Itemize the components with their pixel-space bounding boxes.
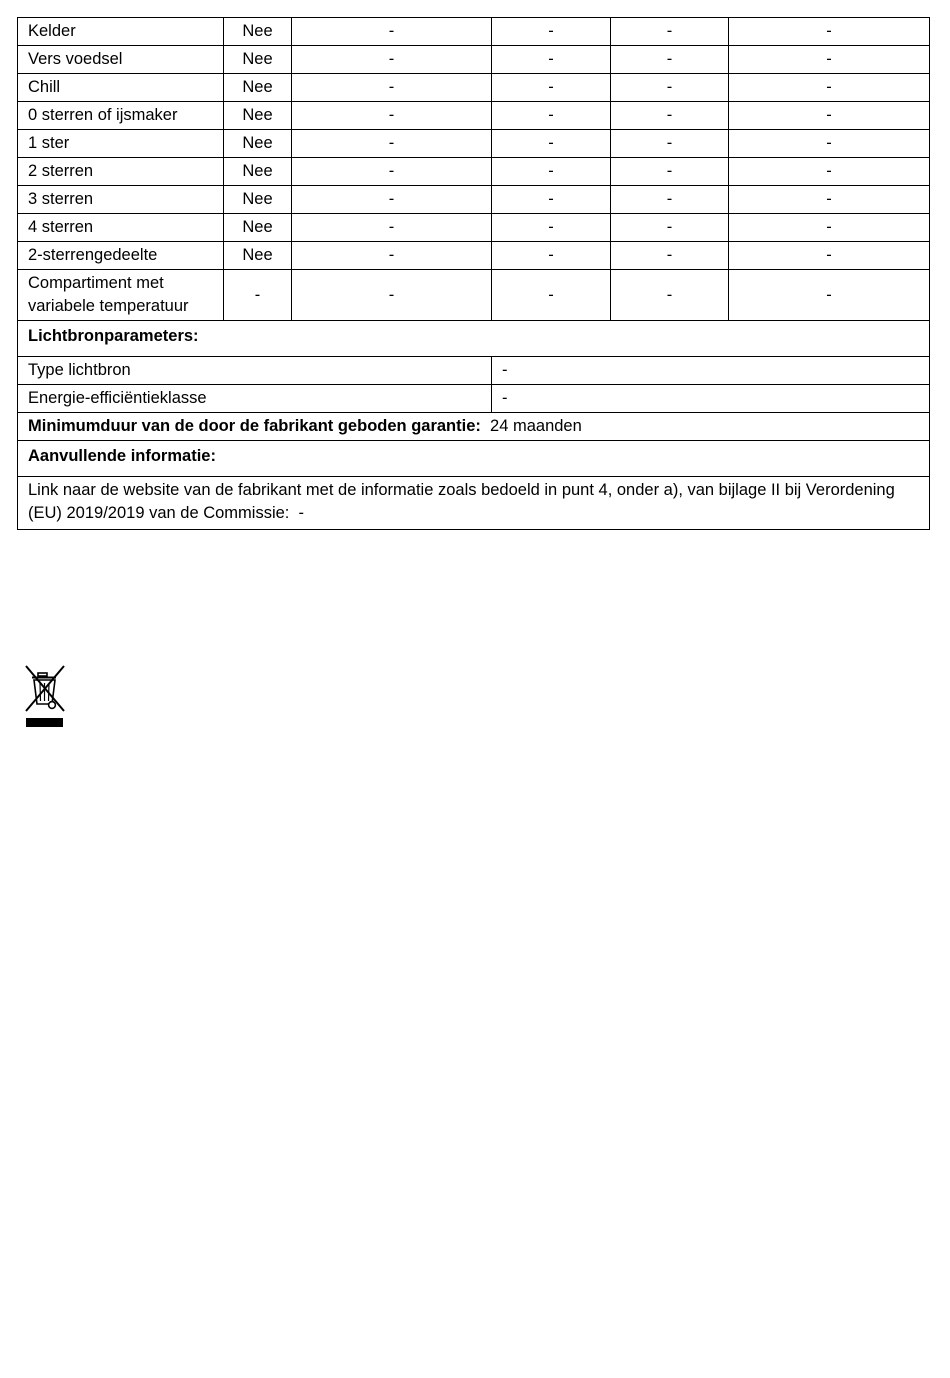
warranty-label: Minimumduur van de door de fabrikant geboden garantie: — [28, 417, 481, 435]
light-source-heading: Lichtbronparameters: — [18, 321, 930, 357]
compartment-value: - — [611, 242, 729, 270]
compartment-type: Vers voedsel — [18, 46, 224, 74]
table-row — [18, 441, 930, 477]
warranty-row — [18, 413, 930, 441]
manufacturer-link-value: - — [298, 504, 305, 522]
table-row — [18, 186, 930, 214]
compartment-present: Nee — [224, 74, 292, 102]
compartment-present: Nee — [224, 242, 292, 270]
compartment-value: - — [611, 158, 729, 186]
compartment-type: Chill — [18, 74, 224, 102]
compartment-value: - — [729, 102, 930, 130]
compartment-type: 2-sterrengedeelte — [18, 242, 224, 270]
compartment-value: - — [729, 74, 930, 102]
compartment-present: Nee — [224, 214, 292, 242]
compartment-value: - — [729, 130, 930, 158]
compartment-value: - — [492, 186, 611, 214]
compartment-type-line: variabele temperatuur — [28, 297, 189, 315]
manufacturer-link-text: Link naar de website van de fabrikant met de informatie zoals bedoeld in punt 4, onder a), van bijlage II bij Verordening (EU) 2019/2019 van de Commissie: — [28, 481, 895, 522]
compartment-value: - — [492, 102, 611, 130]
table-row — [18, 270, 930, 321]
table-row — [18, 214, 930, 242]
compartment-present: Nee — [224, 102, 292, 130]
compartment-present: - — [224, 270, 292, 321]
compartment-value: - — [292, 46, 492, 74]
table-row — [18, 74, 930, 102]
compartment-value: - — [611, 186, 729, 214]
compartment-value: - — [292, 158, 492, 186]
compartment-value: - — [292, 102, 492, 130]
compartment-type: 2 sterren — [18, 158, 224, 186]
compartment-value: - — [729, 270, 930, 321]
compartment-value: - — [292, 186, 492, 214]
additional-info-text — [18, 477, 930, 530]
compartment-value: - — [292, 214, 492, 242]
table-row — [18, 18, 930, 46]
compartment-value: - — [492, 158, 611, 186]
compartment-value: - — [611, 74, 729, 102]
table-row — [18, 158, 930, 186]
table-row — [18, 130, 930, 158]
compartment-type: 0 sterren of ijsmaker — [18, 102, 224, 130]
compartment-value: - — [729, 158, 930, 186]
light-source-type-value: - — [492, 357, 930, 385]
compartment-value: - — [611, 214, 729, 242]
table-row — [18, 413, 930, 441]
compartment-value: - — [492, 130, 611, 158]
compartment-type: 4 sterren — [18, 214, 224, 242]
table-row — [18, 385, 930, 413]
compartment-value: - — [611, 46, 729, 74]
compartment-value: - — [292, 242, 492, 270]
compartment-value: - — [611, 18, 729, 46]
light-source-type-label: Type lichtbron — [18, 357, 492, 385]
warranty-value: 24 maanden — [490, 417, 582, 435]
compartment-present: Nee — [224, 46, 292, 74]
crossed-out-wheelie-bin-icon — [24, 664, 66, 728]
table-row — [18, 321, 930, 357]
table-row — [18, 242, 930, 270]
table-row — [18, 102, 930, 130]
additional-info-heading: Aanvullende informatie: — [18, 441, 930, 477]
compartment-value: - — [611, 130, 729, 158]
compartment-value: - — [729, 214, 930, 242]
energy-class-label: Energie-efficiëntieklasse — [18, 385, 492, 413]
compartment-present: Nee — [224, 186, 292, 214]
compartment-value: - — [492, 214, 611, 242]
energy-class-value: - — [492, 385, 930, 413]
compartment-value: - — [729, 186, 930, 214]
compartment-value: - — [492, 270, 611, 321]
compartment-value: - — [729, 242, 930, 270]
table-row — [18, 357, 930, 385]
compartment-type — [18, 270, 224, 321]
compartment-type: Kelder — [18, 18, 224, 46]
compartment-value: - — [292, 74, 492, 102]
compartment-value: - — [611, 270, 729, 321]
compartment-type: 3 sterren — [18, 186, 224, 214]
compartment-value: - — [729, 46, 930, 74]
compartment-type: 1 ster — [18, 130, 224, 158]
compartment-value: - — [492, 18, 611, 46]
compartment-value: - — [492, 46, 611, 74]
compartment-value: - — [292, 18, 492, 46]
compartment-value: - — [492, 74, 611, 102]
compartment-present: Nee — [224, 18, 292, 46]
compartment-value: - — [292, 270, 492, 321]
table-row — [18, 46, 930, 74]
compartment-value: - — [292, 130, 492, 158]
compartment-present: Nee — [224, 158, 292, 186]
compartment-value: - — [611, 102, 729, 130]
compartment-type-line: Compartiment met — [28, 274, 164, 292]
compartment-value: - — [492, 242, 611, 270]
compartment-value: - — [729, 18, 930, 46]
table-row — [18, 477, 930, 530]
compartment-present: Nee — [224, 130, 292, 158]
compartment-parameters-table — [17, 17, 930, 530]
